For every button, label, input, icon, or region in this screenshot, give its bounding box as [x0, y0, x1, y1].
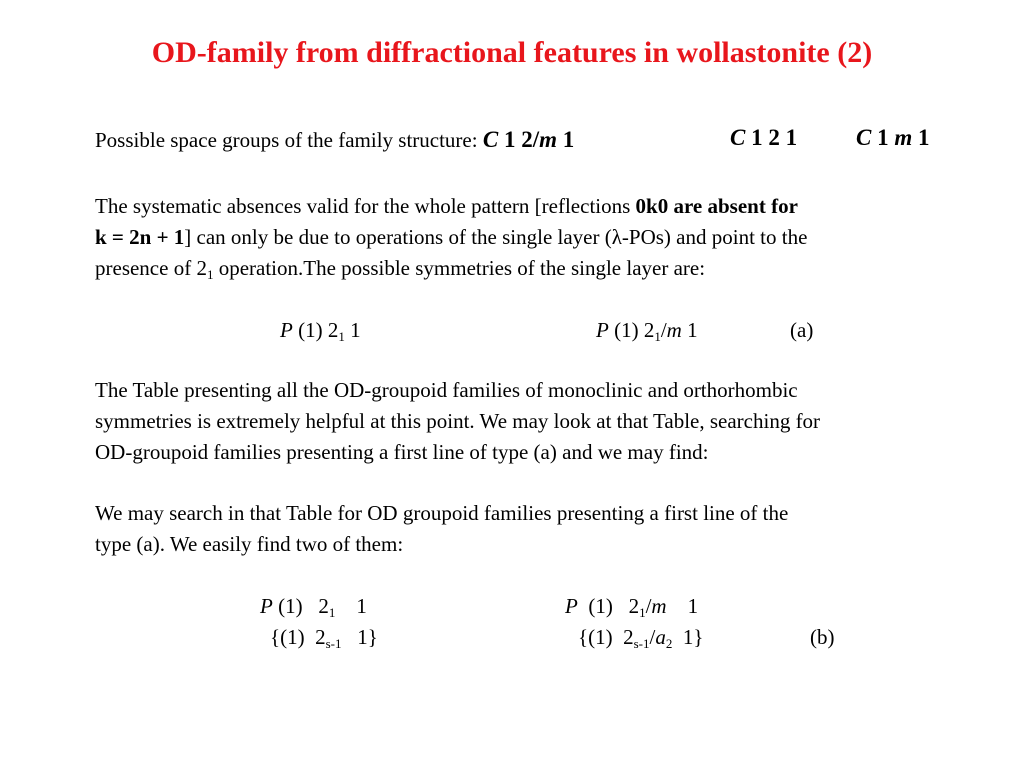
family-1-row-1: P (1) $2_1$ 1 [260, 594, 367, 620]
space-group-3: C 1 m 1 [856, 125, 930, 150]
slide-title: OD-family from diffractional features in wollastonite (2) [151, 36, 873, 69]
label-b: (b) [810, 625, 835, 649]
search-para-line-2: type (a). We easily find two of them: [95, 532, 404, 556]
space-groups-line [95, 128, 574, 151]
space-group-2: C 1 2 1 [730, 125, 798, 150]
layer-symmetry-2: P (1) $2_1/m$ 1 [596, 318, 698, 344]
table-para-line-3: OD-groupoid families presenting a first line of type (a) and we may find: [95, 440, 709, 464]
table-para-line-2: symmetries is extremely helpful at this point. We may look at that Table, searching for [95, 409, 821, 433]
table-para-line-1: The Table presenting all the OD-groupoid families of monoclinic and orthorhombic [95, 378, 798, 402]
search-para-line-1: We may search in that Table for OD groupoid families presenting a first line of the [95, 501, 789, 525]
absences-line-1: The systematic absences valid for the whole pattern [reflections 0k0 are absent for [95, 194, 798, 218]
family-2-row-1: P (1) $2_1/m$ 1 [565, 594, 699, 620]
label-a: (a) [790, 318, 814, 342]
space-groups-intro: Possible space groups of the family structure: [95, 128, 483, 152]
layer-symmetry-1: P (1) $2_1$ 1 [280, 318, 361, 344]
absences-line-2: k = 2n + 1] can only be due to operations of the single layer (λ-POs) and point to the [95, 225, 808, 249]
space-group-1: C 1 2/m 1 [482, 127, 575, 152]
family-2-row-2: {(1) $2_{s-1}/a_2$ 1} [578, 625, 704, 651]
family-1-row-2: {(1) $2_{s-1}$ 1} [270, 625, 378, 651]
absences-line-3: presence of $2_1$ operation.The possible symmetries of the single layer are: [95, 256, 706, 282]
